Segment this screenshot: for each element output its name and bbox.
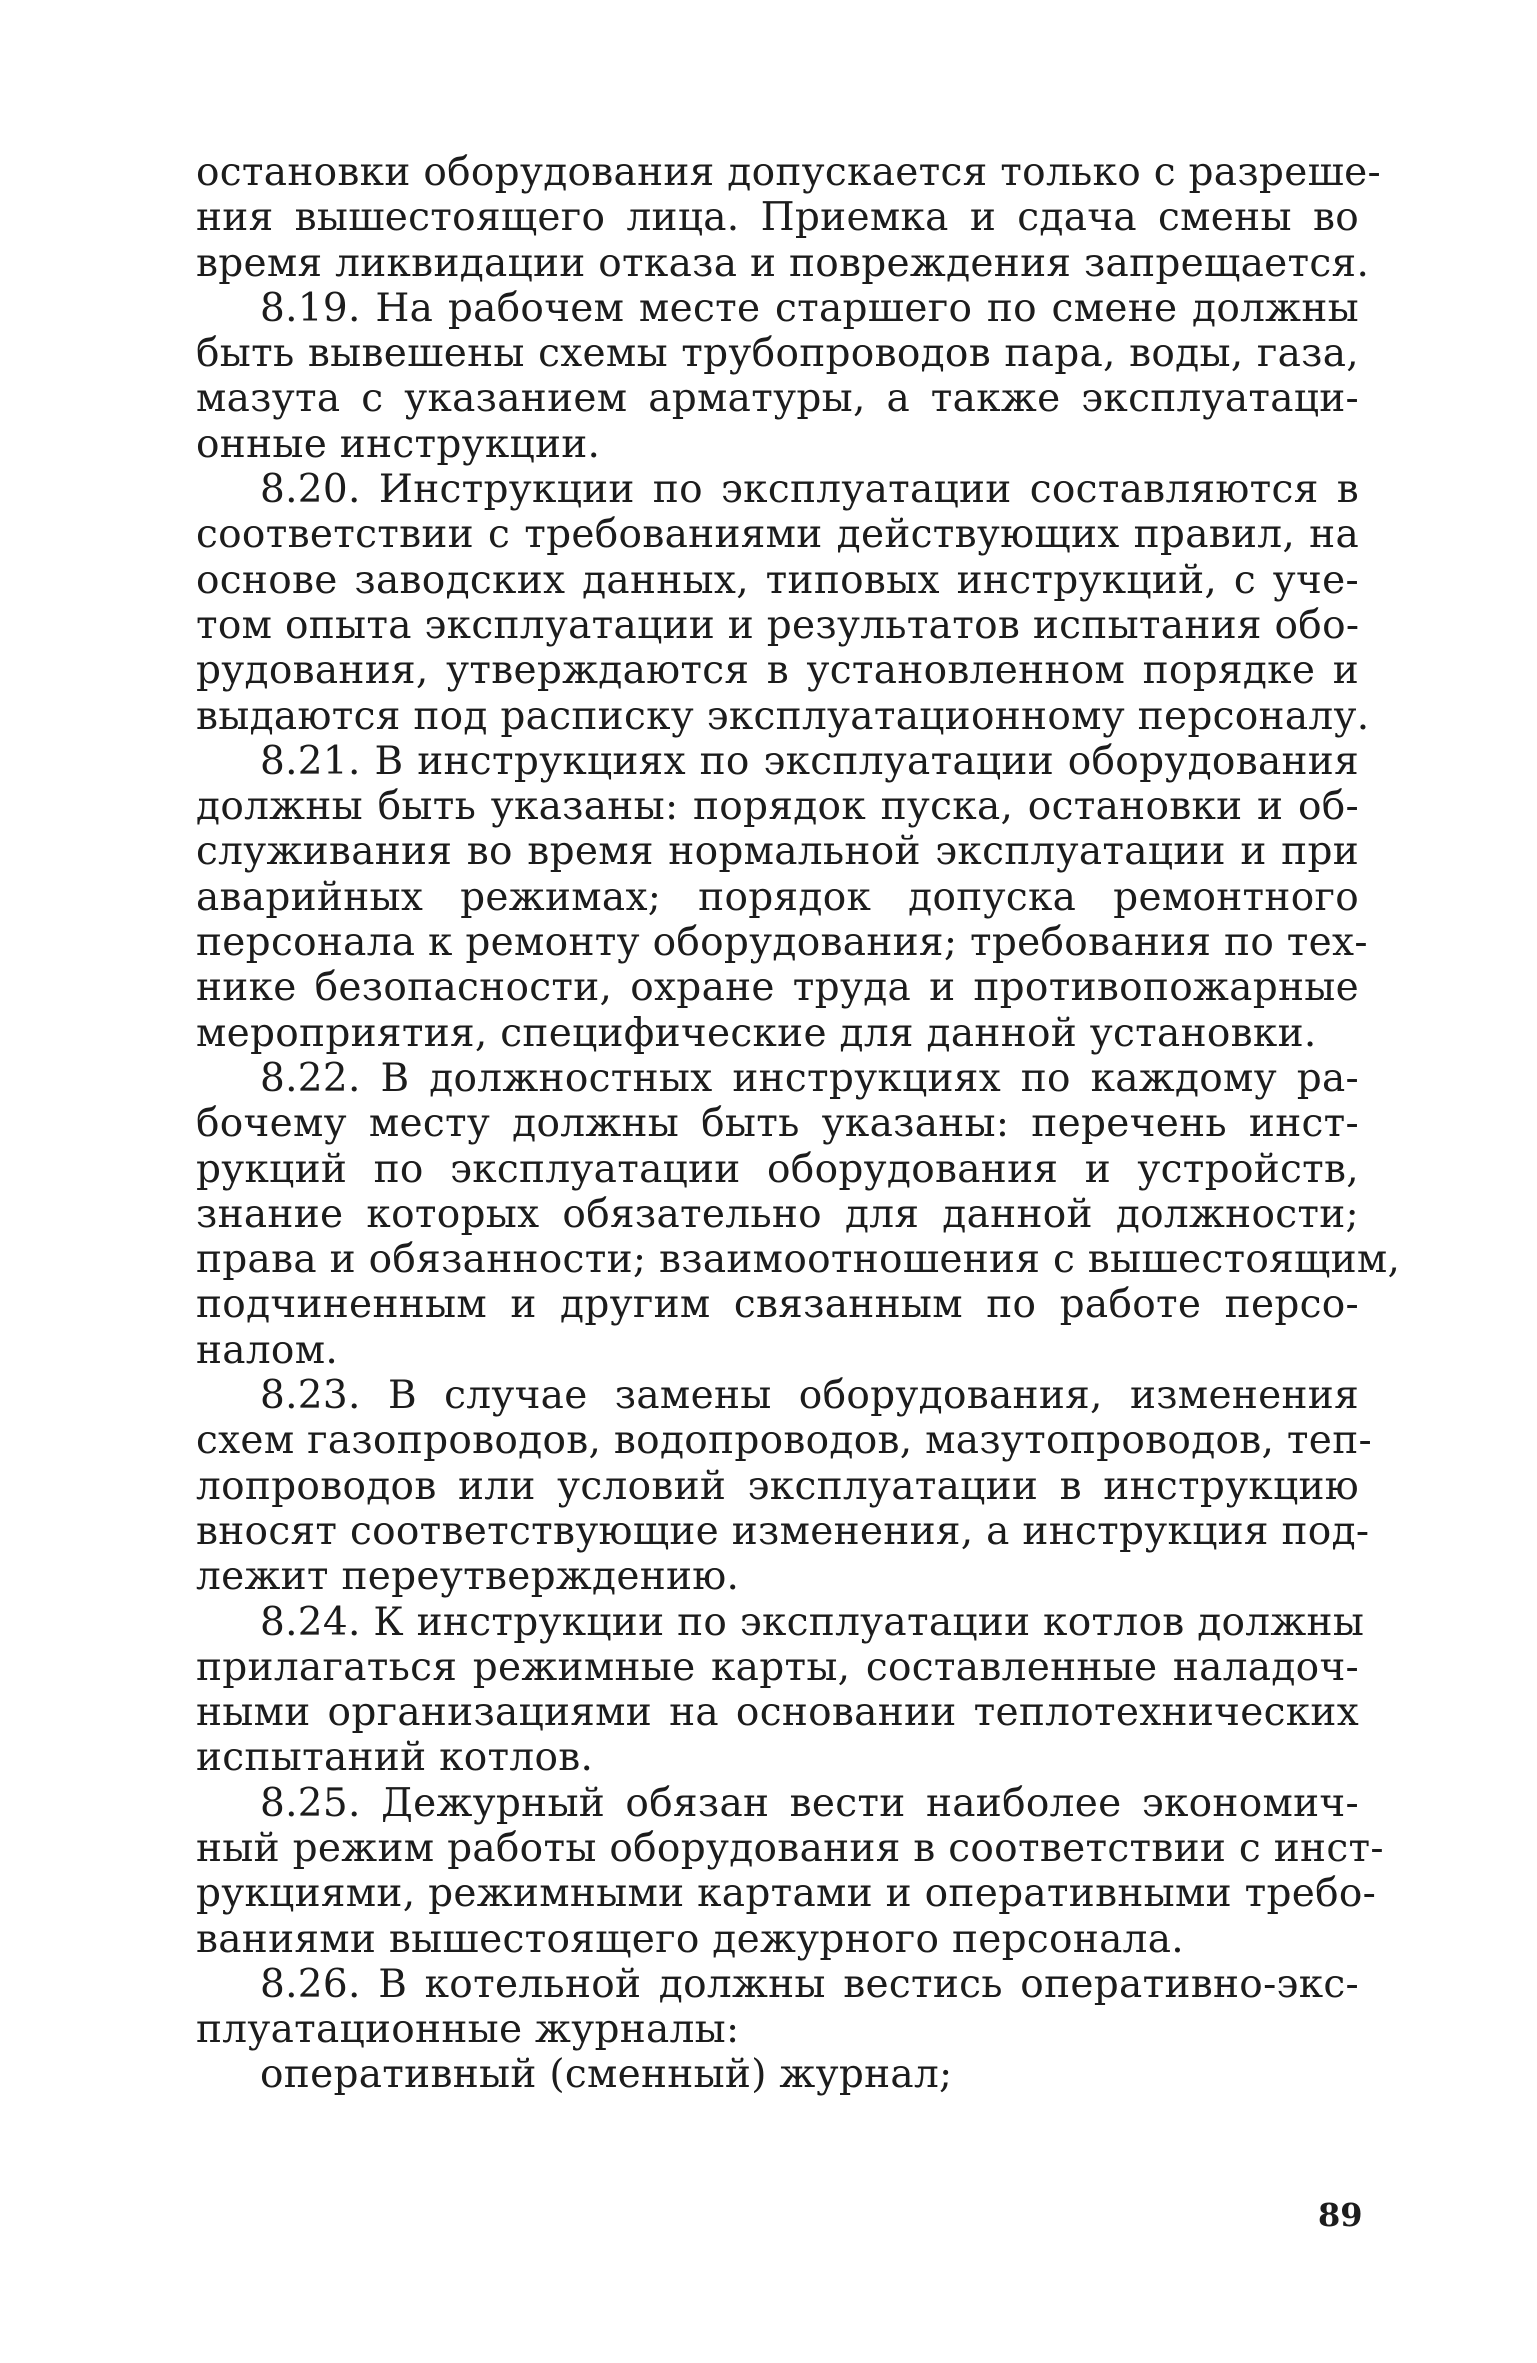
text-line: бочему месту должны быть указаны: перечень инст- xyxy=(196,1101,1359,1147)
text-line: онные инструкции. xyxy=(196,421,601,467)
text-line: 8.22. В должностных инструкциях по каждому ра- xyxy=(260,1055,1359,1101)
text-line: ный режим работы оборудования в соответствии с инст- xyxy=(196,1825,1384,1871)
text-line: служивания во время нормальной эксплуатации и при xyxy=(196,829,1359,875)
text-line: ния вышестоящего лица. Приемка и сдача смены во xyxy=(196,195,1359,241)
text-line: ными организациями на основании теплотехнических xyxy=(196,1690,1359,1736)
text-line: персонала к ремонту оборудования; требования по тех- xyxy=(196,920,1368,966)
text-line: должны быть указаны: порядок пуска, остановки и об- xyxy=(196,784,1359,830)
text-line: основе заводских данных, типовых инструкций, с уче- xyxy=(196,557,1359,603)
text-line: 8.25. Дежурный обязан вести наиболее экономич- xyxy=(260,1780,1359,1826)
text-line: лопроводов или условий эксплуатации в инструкцию xyxy=(196,1463,1359,1509)
text-line: схем газопроводов, водопроводов, мазутопроводов, теп- xyxy=(196,1418,1372,1464)
text-line: оперативный (сменный) журнал; xyxy=(260,2052,953,2098)
text-line: время ликвидации отказа и повреждения запрещается. xyxy=(196,240,1370,286)
text-line: 8.19. На рабочем месте старшего по смене должны xyxy=(260,285,1359,331)
text-line: плуатационные журналы: xyxy=(196,2007,740,2053)
text-line: 8.20. Инструкции по эксплуатации составляются в xyxy=(260,467,1359,513)
text-line: 8.23. В случае замены оборудования, изменения xyxy=(260,1373,1359,1419)
text-line: ваниями вышестоящего дежурного персонала. xyxy=(196,1916,1185,1962)
text-line: права и обязанности; взаимоотношения с вышестоящим, xyxy=(196,1237,1401,1283)
text-line: лежит переутверждению. xyxy=(196,1554,740,1600)
text-line: нике безопасности, охране труда и противопожарные xyxy=(196,965,1359,1011)
text-line: мазута с указанием арматуры, а также эксплуатаци- xyxy=(196,376,1359,422)
text-line: 8.24. К инструкции по эксплуатации котлов должны xyxy=(260,1599,1365,1645)
text-line: том опыта эксплуатации и результатов испытания обо- xyxy=(196,602,1360,648)
text-line: рукций по эксплуатации оборудования и устройств, xyxy=(196,1146,1359,1192)
text-line: испытаний котлов. xyxy=(196,1735,594,1781)
text-line: рудования, утверждаются в установленном порядке и xyxy=(196,648,1359,694)
text-line: рукциями, режимными картами и оперативными требо- xyxy=(196,1871,1377,1917)
text-line: знание которых обязательно для данной должности; xyxy=(196,1191,1359,1237)
text-line: быть вывешены схемы трубопроводов пара, воды, газа, xyxy=(196,331,1359,377)
text-line: остановки оборудования допускается только с разреше- xyxy=(196,150,1381,195)
text-line: аварийных режимах; порядок допуска ремонтного xyxy=(196,874,1359,920)
page-number: 89 xyxy=(1318,2196,1363,2234)
text-line: 8.26. В котельной должны вестись оперативно-экс- xyxy=(260,1961,1359,2007)
text-line: выдаются под расписку эксплуатационному персоналу. xyxy=(196,693,1370,739)
text-line: подчиненным и другим связанным по работе персо- xyxy=(196,1282,1359,1328)
text-line: вносят соответствующие изменения, а инструкция под- xyxy=(196,1508,1370,1554)
page-body xyxy=(196,150,1401,2098)
text-line: мероприятия, специфические для данной установки. xyxy=(196,1010,1317,1056)
text-line: прилагаться режимные карты, составленные наладоч- xyxy=(196,1644,1359,1690)
text-line: налом. xyxy=(196,1327,339,1373)
text-line: 8.21. В инструкциях по эксплуатации оборудования xyxy=(260,738,1359,784)
text-line: соответствии с требованиями действующих правил, на xyxy=(196,512,1359,558)
